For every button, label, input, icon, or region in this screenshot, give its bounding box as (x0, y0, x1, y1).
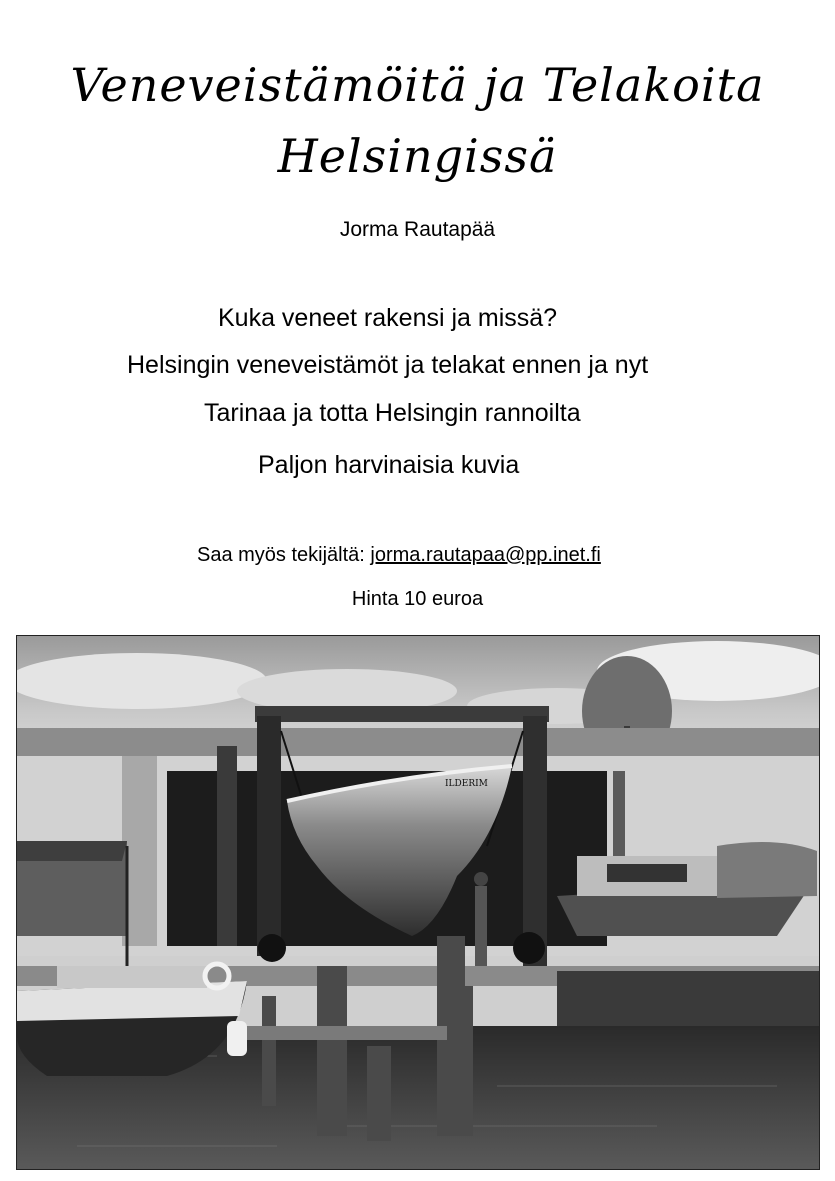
price-text: Hinta 10 euroa (351, 588, 484, 610)
tagline-1: Kuka veneet rakensi ja missä? (218, 304, 558, 332)
book-title-line-1: Veneveistämöitä ja Telakoita (70, 58, 765, 112)
tagline-3: Tarinaa ja totta Helsingin rannoilta (204, 399, 581, 427)
boat-name-label: ILDERIM (445, 779, 488, 789)
contact-label: Saa myös tekijältä: (197, 544, 365, 566)
email-link[interactable]: jorma.rautapaa@pp.inet.fi (370, 544, 601, 566)
tagline-2: Helsingin veneveistämöt ja telakat ennen ja nyt (127, 351, 649, 379)
book-title-line-2: Helsingissä (277, 129, 558, 183)
author-name: Jorma Rautapää (339, 218, 496, 241)
tagline-4: Paljon harvinaisia kuvia (258, 451, 520, 479)
contact-line (197, 544, 601, 567)
boatyard-photo (16, 635, 820, 1170)
